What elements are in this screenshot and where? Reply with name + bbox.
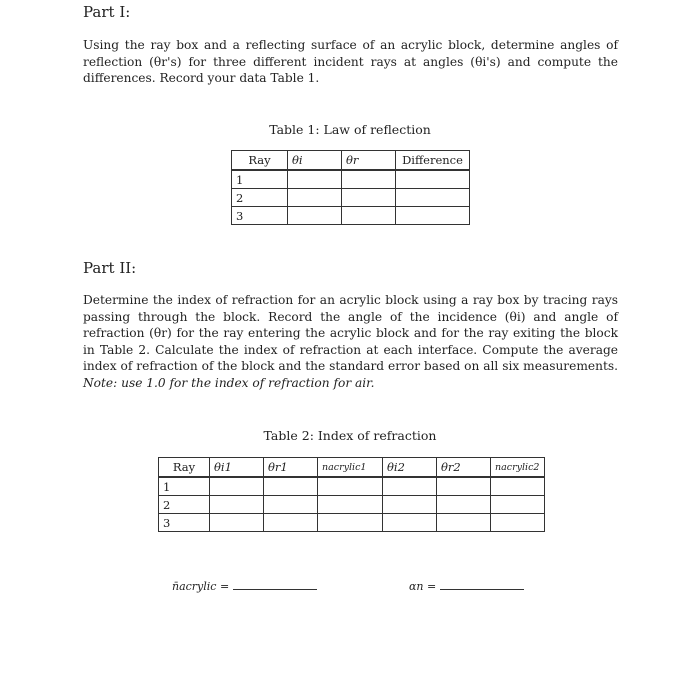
table-row <box>159 477 545 496</box>
table-row <box>232 170 470 189</box>
table1-header-theta-r: θr <box>342 151 396 171</box>
table1-caption: Table 1: Law of reflection <box>269 122 431 137</box>
table2-header-n-acrylic1: nacrylic1 <box>318 458 383 478</box>
table2-cell[interactable] <box>210 496 264 514</box>
table-row <box>232 189 470 207</box>
standard-error-blank[interactable] <box>440 589 524 590</box>
table2-caption: Table 2: Index of refraction <box>263 428 437 443</box>
table2-header-ray: Ray <box>159 458 210 478</box>
part1-heading: Part I: <box>83 3 131 21</box>
table1-cell[interactable] <box>396 170 470 189</box>
table1-cell[interactable] <box>396 189 470 207</box>
table1-cell[interactable] <box>288 207 342 225</box>
table2-cell[interactable] <box>318 514 383 532</box>
table2-cell[interactable] <box>264 496 318 514</box>
part2-paragraph-block <box>83 292 618 391</box>
table2-header-n-acrylic2: nacrylic2 <box>491 458 545 478</box>
table2-cell[interactable] <box>437 496 491 514</box>
table2-cell[interactable] <box>437 477 491 496</box>
table2-ray-cell: 1 <box>159 477 210 496</box>
table2-ray-cell: 2 <box>159 496 210 514</box>
table2-cell[interactable] <box>491 496 545 514</box>
part2-paragraph: Determine the index of refraction for an acrylic block using a ray box by tracing rays passing through the block. Record the angle of the incidence (θi) and angle of refraction (θr) for the ray entering the acrylic block and for the ray exiting the block in Table 2. Calculate the index of refraction at each interface. Compute the average index of refraction of the block and the standard error based on all six measurements. <box>83 293 618 373</box>
part1-paragraph: Using the ray box and a reflecting surface of an acrylic block, determine angles of reflection (θr's) for three different incident rays at angles (θi's) and compute the differences. Record your data Table 1. <box>83 38 618 85</box>
table-row <box>159 496 545 514</box>
mean-index-result <box>172 580 317 593</box>
table2-cell[interactable] <box>491 514 545 532</box>
table1-cell[interactable] <box>396 207 470 225</box>
table1-ray-cell: 1 <box>232 170 288 189</box>
table1-header-row <box>232 151 470 171</box>
table1-header-ray: Ray <box>232 151 288 171</box>
table2-header-theta-r1: θr1 <box>264 458 318 478</box>
part2-note: Note: use 1.0 for the index of refraction for air. <box>83 375 375 390</box>
table2-cell[interactable] <box>491 477 545 496</box>
table2 <box>158 457 545 532</box>
table1-cell[interactable] <box>342 207 396 225</box>
table-row <box>232 207 470 225</box>
table1-header-theta-i: θi <box>288 151 342 171</box>
table2-header-theta-i2: θi2 <box>383 458 437 478</box>
standard-error-result <box>409 580 524 593</box>
standard-error-label: αn = <box>409 580 437 593</box>
table2-cell[interactable] <box>264 477 318 496</box>
table1-cell[interactable] <box>288 170 342 189</box>
table1-cell[interactable] <box>288 189 342 207</box>
table2-cell[interactable] <box>264 514 318 532</box>
table1-cell[interactable] <box>342 189 396 207</box>
part2-heading: Part II: <box>83 259 137 277</box>
table2-header-row <box>159 458 545 478</box>
table1-ray-cell: 2 <box>232 189 288 207</box>
table2-cell[interactable] <box>383 477 437 496</box>
table1-ray-cell: 3 <box>232 207 288 225</box>
table1-cell[interactable] <box>342 170 396 189</box>
table2-cell[interactable] <box>210 477 264 496</box>
mean-index-blank[interactable] <box>233 589 317 590</box>
table2-cell[interactable] <box>318 496 383 514</box>
table2-ray-cell: 3 <box>159 514 210 532</box>
table-row <box>159 514 545 532</box>
table2-cell[interactable] <box>210 514 264 532</box>
table2-cell[interactable] <box>318 477 383 496</box>
table2-cell[interactable] <box>383 496 437 514</box>
table2-cell[interactable] <box>437 514 491 532</box>
table1 <box>231 150 470 225</box>
mean-index-label: n̄acrylic = <box>172 580 230 593</box>
table2-header-theta-i1: θi1 <box>210 458 264 478</box>
table2-cell[interactable] <box>383 514 437 532</box>
table1-header-difference: Difference <box>396 151 470 171</box>
table2-header-theta-r2: θr2 <box>437 458 491 478</box>
